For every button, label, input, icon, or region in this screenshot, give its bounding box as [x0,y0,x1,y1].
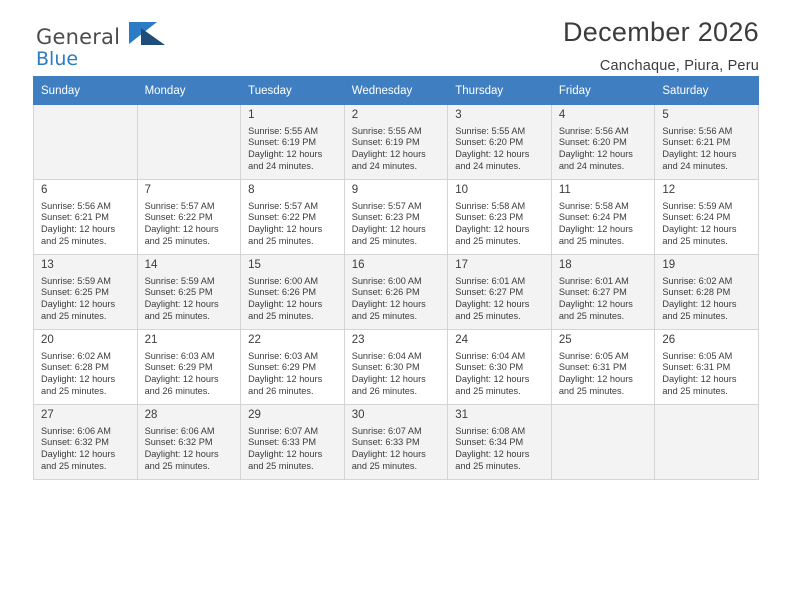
day-detail-line: Sunset: 6:20 PM [455,137,524,148]
day-detail-line: Daylight: 12 hours [662,148,737,159]
day-detail-line: Daylight: 12 hours [662,373,737,384]
calendar-day-cell[interactable] [448,405,552,480]
day-detail-line: Sunset: 6:28 PM [662,287,731,298]
day-detail-line: Daylight: 12 hours [351,223,426,234]
day-detail-line: Daylight: 12 hours [41,448,116,459]
day-detail-line: Daylight: 12 hours [662,298,737,309]
calendar-day-cell[interactable] [34,405,138,480]
day-detail-line: Sunrise: 5:57 AM [351,200,422,211]
day-number: 17 [455,259,469,271]
day-detail-line: and 24 minutes. [248,160,314,171]
day-detail-line: Sunset: 6:25 PM [41,287,109,298]
day-detail-line: Sunrise: 5:57 AM [144,200,215,211]
calendar-day-cell[interactable] [448,180,552,255]
calendar-week-row [34,330,759,405]
day-number: 9 [351,184,359,196]
day-detail-line: Daylight: 12 hours [455,223,530,234]
day-detail-line: Daylight: 12 hours [455,298,530,309]
weekday-header-wednesday: Wednesday [344,77,448,105]
day-detail-line: Sunset: 6:25 PM [144,287,213,298]
day-detail-line: and 25 minutes. [455,385,521,396]
day-number: 30 [351,409,365,421]
calendar-day-cell[interactable] [137,330,241,405]
day-detail-line: Sunset: 6:32 PM [144,437,213,448]
day-detail-line: Sunset: 6:26 PM [351,287,420,298]
calendar-day-cell[interactable] [344,255,448,330]
calendar-empty-cell [137,105,241,180]
day-detail-line: and 25 minutes. [351,235,418,246]
day-detail-line: Sunset: 6:22 PM [248,212,317,223]
day-detail-line: Daylight: 12 hours [351,448,426,459]
day-detail-line: and 25 minutes. [248,235,314,246]
calendar-empty-cell [551,405,655,480]
day-detail-line: Sunrise: 6:01 AM [558,275,629,286]
day-detail-line: Sunrise: 6:04 AM [351,350,422,361]
day-detail-line: Sunset: 6:31 PM [662,362,731,373]
day-detail-line: Sunset: 6:20 PM [558,137,627,148]
day-number: 24 [455,334,469,346]
calendar-table [33,76,759,480]
day-number: 25 [558,334,572,346]
day-number: 1 [248,109,255,121]
day-detail-line: Sunrise: 5:59 AM [144,275,215,286]
day-detail-line: and 25 minutes. [455,460,521,471]
calendar-day-cell[interactable] [344,405,448,480]
calendar-week-row [34,405,759,480]
calendar-day-cell[interactable] [655,180,759,255]
day-detail-line: Sunrise: 6:06 AM [144,425,215,436]
day-detail-line: and 25 minutes. [351,310,418,321]
day-detail-line: Sunrise: 6:01 AM [455,275,526,286]
day-detail-line: Sunset: 6:30 PM [351,362,420,373]
day-detail-line: Daylight: 12 hours [248,448,323,459]
calendar-day-cell[interactable] [448,255,552,330]
day-detail-line: and 25 minutes. [144,460,210,471]
day-detail-line: Sunrise: 6:05 AM [558,350,629,361]
day-detail-line: Daylight: 12 hours [248,148,323,159]
day-number: 3 [455,109,462,121]
day-detail-line: Daylight: 12 hours [351,298,426,309]
day-detail-line: Sunset: 6:33 PM [351,437,420,448]
day-number: 19 [662,259,676,271]
day-detail-line: Sunset: 6:32 PM [41,437,109,448]
day-detail-line: Sunset: 6:29 PM [144,362,213,373]
day-detail-line: and 25 minutes. [662,310,728,321]
calendar-empty-cell [34,105,138,180]
flag-icon [129,22,167,48]
day-detail-line: Daylight: 12 hours [455,373,530,384]
day-detail-line: Sunrise: 5:56 AM [662,125,733,136]
day-detail-line: Daylight: 12 hours [248,373,323,384]
calendar-day-cell[interactable] [34,180,138,255]
brand-name-blue: Blue [36,48,79,70]
calendar-day-cell[interactable] [655,255,759,330]
day-detail-line: and 24 minutes. [351,160,418,171]
day-number: 8 [248,184,255,196]
brand-logo[interactable] [36,27,120,69]
day-detail-line: Sunset: 6:24 PM [662,212,731,223]
day-detail-line: Daylight: 12 hours [41,223,116,234]
day-detail-line: and 25 minutes. [41,385,107,396]
day-number: 7 [144,184,151,196]
day-number: 28 [144,409,158,421]
day-detail-line: Daylight: 12 hours [144,298,219,309]
day-detail-line: Sunrise: 6:05 AM [662,350,733,361]
day-detail-line: Daylight: 12 hours [41,373,116,384]
calendar-day-cell[interactable] [448,330,552,405]
day-detail-line: and 25 minutes. [455,310,521,321]
calendar-day-cell[interactable] [655,330,759,405]
day-detail-line: and 25 minutes. [351,460,418,471]
day-detail-line: and 25 minutes. [558,385,625,396]
day-detail-line: Sunrise: 5:55 AM [248,125,319,136]
day-number: 29 [248,409,261,421]
day-detail-line: Daylight: 12 hours [455,448,530,459]
calendar-day-cell[interactable] [551,105,655,180]
day-detail-line: Sunrise: 5:58 AM [455,200,526,211]
calendar-day-cell[interactable] [448,105,552,180]
day-detail-line: Sunset: 6:28 PM [41,362,109,373]
day-detail-line: Sunrise: 5:58 AM [558,200,629,211]
day-detail-line: Sunset: 6:27 PM [455,287,524,298]
calendar-day-cell[interactable] [34,330,138,405]
day-detail-line: Sunrise: 6:02 AM [41,350,111,361]
day-number: 2 [351,109,359,121]
day-number: 6 [41,184,48,196]
calendar-day-cell[interactable] [241,105,345,180]
day-number: 22 [248,334,261,346]
day-number: 10 [455,184,469,196]
day-detail-line: Sunset: 6:19 PM [248,137,317,148]
day-detail-line: Sunset: 6:31 PM [558,362,627,373]
day-number: 14 [144,259,158,271]
day-detail-line: Daylight: 12 hours [144,223,219,234]
day-detail-line: and 25 minutes. [248,310,314,321]
day-number: 12 [662,184,676,196]
calendar-day-cell[interactable] [655,105,759,180]
page-header [33,0,759,72]
day-detail-line: and 24 minutes. [558,160,625,171]
day-detail-line: Daylight: 12 hours [455,148,530,159]
day-number: 16 [351,259,365,271]
calendar-body [34,105,759,480]
day-detail-line: and 26 minutes. [248,385,314,396]
calendar-day-cell[interactable] [344,180,448,255]
calendar-day-cell[interactable] [551,180,655,255]
day-detail-line: Sunset: 6:34 PM [455,437,524,448]
day-number: 4 [558,109,566,121]
title-block [563,18,759,74]
day-number: 5 [662,109,669,121]
weekday-header-thursday: Thursday [448,77,552,105]
day-detail-line: Sunrise: 6:03 AM [144,350,215,361]
calendar-day-cell[interactable] [34,255,138,330]
day-detail-line: Sunset: 6:19 PM [351,137,420,148]
calendar-day-cell[interactable] [241,180,345,255]
day-detail-line: Daylight: 12 hours [558,298,633,309]
day-detail-line: Daylight: 12 hours [144,448,219,459]
page-subtitle: Canchaque, Piura, Peru [599,57,759,74]
day-number: 18 [558,259,572,271]
weekday-header-friday: Friday [551,77,655,105]
day-detail-line: and 24 minutes. [455,160,521,171]
day-detail-line: Sunrise: 5:55 AM [455,125,526,136]
day-detail-line: Sunrise: 6:02 AM [662,275,733,286]
weekday-header-saturday: Saturday [655,77,759,105]
day-detail-line: Sunset: 6:27 PM [558,287,627,298]
day-number: 23 [351,334,365,346]
day-number: 21 [144,334,158,346]
day-detail-line: Sunrise: 6:03 AM [248,350,319,361]
day-detail-line: Sunset: 6:29 PM [248,362,317,373]
calendar-day-cell[interactable] [241,405,345,480]
day-detail-line: and 26 minutes. [144,385,210,396]
day-detail-line: Sunset: 6:26 PM [248,287,317,298]
day-detail-line: Daylight: 12 hours [351,373,426,384]
day-detail-line: Sunset: 6:21 PM [662,137,731,148]
day-detail-line: Sunrise: 6:08 AM [455,425,526,436]
day-detail-line: Sunrise: 5:55 AM [351,125,422,136]
day-detail-line: Sunrise: 6:04 AM [455,350,526,361]
day-detail-line: Sunset: 6:23 PM [351,212,420,223]
day-detail-line: Sunrise: 6:00 AM [351,275,422,286]
day-detail-line: Sunset: 6:23 PM [455,212,524,223]
day-detail-line: Sunrise: 6:07 AM [248,425,319,436]
day-detail-line: and 25 minutes. [144,235,210,246]
day-number: 31 [455,409,469,421]
calendar-day-cell[interactable] [137,405,241,480]
day-detail-line: Daylight: 12 hours [558,223,633,234]
weekday-header-tuesday: Tuesday [241,77,345,105]
day-detail-line: Sunrise: 6:07 AM [351,425,422,436]
day-number: 13 [41,259,54,271]
calendar-day-cell[interactable] [241,255,345,330]
day-detail-line: Sunrise: 5:56 AM [558,125,629,136]
day-detail-line: Sunrise: 5:59 AM [662,200,733,211]
day-detail-line: and 25 minutes. [41,235,107,246]
day-detail-line: Sunrise: 5:57 AM [248,200,319,211]
day-detail-line: Daylight: 12 hours [351,148,426,159]
day-detail-line: Daylight: 12 hours [558,148,633,159]
day-detail-line: and 25 minutes. [558,310,625,321]
day-detail-line: Daylight: 12 hours [41,298,116,309]
calendar-week-row [34,255,759,330]
day-detail-line: and 25 minutes. [248,460,314,471]
calendar-day-cell[interactable] [551,330,655,405]
day-detail-line: and 25 minutes. [662,235,728,246]
calendar-week-row [34,105,759,180]
calendar-day-cell[interactable] [137,180,241,255]
day-detail-line: Daylight: 12 hours [662,223,737,234]
calendar-day-cell[interactable] [551,255,655,330]
day-detail-line: and 25 minutes. [144,310,210,321]
calendar-day-cell[interactable] [137,255,241,330]
day-detail-line: Daylight: 12 hours [558,373,633,384]
calendar-empty-cell [655,405,759,480]
day-detail-line: Sunset: 6:22 PM [144,212,213,223]
day-detail-line: Sunrise: 5:56 AM [41,200,111,211]
day-detail-line: Sunrise: 6:06 AM [41,425,111,436]
day-detail-line: Sunset: 6:33 PM [248,437,317,448]
weekday-header-row [34,77,759,105]
day-detail-line: Sunset: 6:30 PM [455,362,524,373]
calendar-week-row [34,180,759,255]
calendar-day-cell[interactable] [344,330,448,405]
day-number: 20 [41,334,54,346]
day-detail-line: Daylight: 12 hours [248,223,323,234]
day-detail-line: Sunrise: 6:00 AM [248,275,319,286]
weekday-header-monday: Monday [137,77,241,105]
day-detail-line: Daylight: 12 hours [248,298,323,309]
day-detail-line: and 25 minutes. [558,235,625,246]
day-detail-line: Sunrise: 5:59 AM [41,275,111,286]
day-number: 26 [662,334,676,346]
day-detail-line: and 25 minutes. [662,385,728,396]
day-detail-line: and 25 minutes. [455,235,521,246]
calendar-day-cell[interactable] [344,105,448,180]
weekday-header-sunday: Sunday [34,77,138,105]
day-detail-line: and 24 minutes. [662,160,728,171]
day-detail-line: Sunset: 6:21 PM [41,212,109,223]
day-detail-line: and 25 minutes. [41,310,107,321]
day-detail-line: Sunset: 6:24 PM [558,212,627,223]
day-detail-line: and 25 minutes. [41,460,107,471]
day-detail-line: and 26 minutes. [351,385,418,396]
page-title: December 2026 [562,17,759,47]
day-number: 15 [248,259,261,271]
calendar-day-cell[interactable] [241,330,345,405]
day-detail-line: Daylight: 12 hours [144,373,219,384]
day-number: 27 [41,409,54,421]
day-number: 11 [558,184,571,196]
brand-name-general: General [36,25,121,49]
